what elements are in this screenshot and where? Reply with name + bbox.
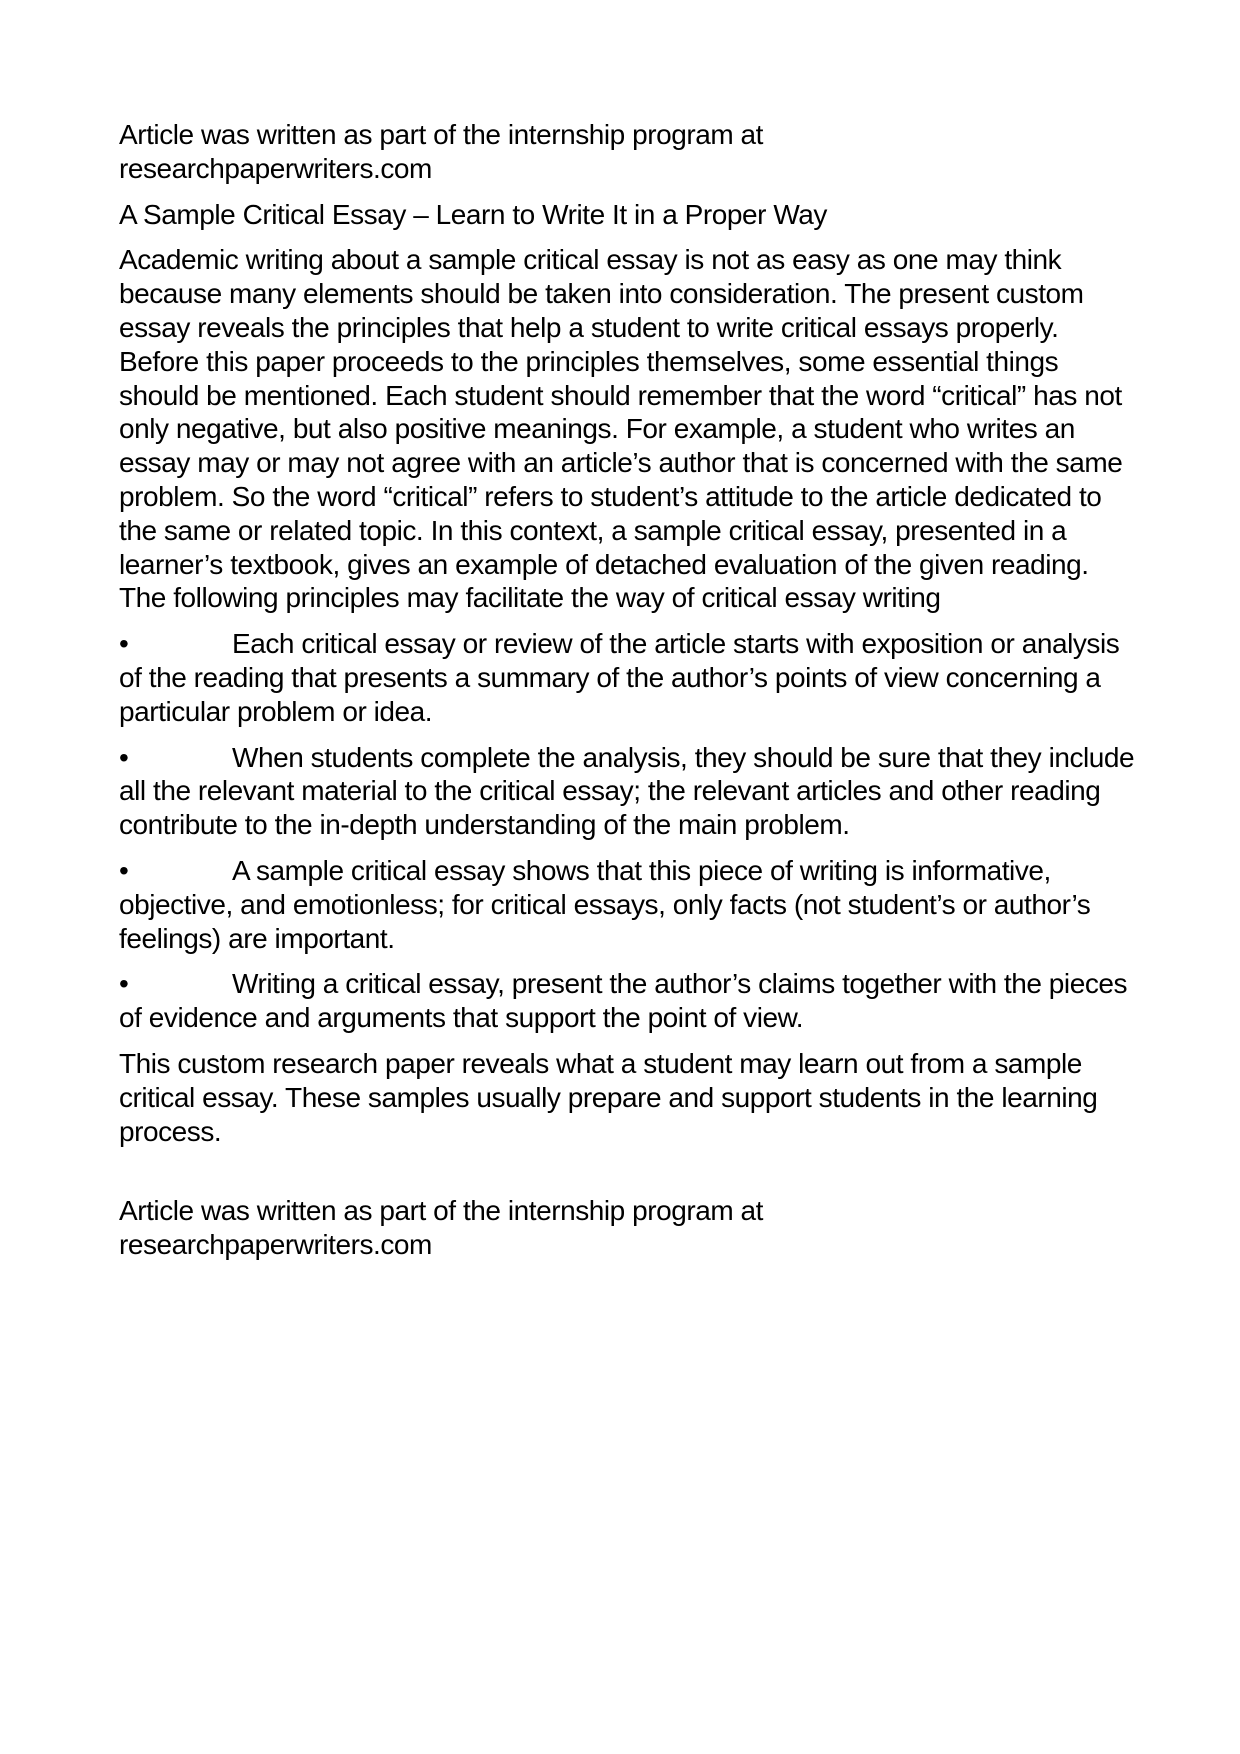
bullet-icon: • [119, 741, 129, 773]
bullet-text: A sample critical essay shows that this piece of writing is informative, objective, and emotionless; for critical essays, only facts (not student’s or author’s feelings) are important. [119, 854, 1091, 954]
header-note-line1: Article was written as part of the internship program at [119, 119, 763, 150]
bullet-text: When students complete the analysis, they should be sure that they include all the relevant material to the critical essay; the relevant articles and other reading contribute to the in-depth understanding of the main problem. [119, 741, 1135, 841]
header-note [119, 118, 1139, 186]
conclusion-paragraph: This custom research paper reveals what a student may learn out from a sample critical essay. These samples usually prepare and support students in the learning process. [119, 1047, 1098, 1147]
essay-title: A Sample Critical Essay – Learn to Write It in a Proper Way [119, 198, 827, 230]
list-item [119, 741, 1139, 842]
list-item [119, 854, 1139, 955]
footer-note-line2: researchpaperwriters.com [119, 1229, 432, 1261]
bullet-icon: • [119, 628, 129, 660]
list-item [119, 967, 1139, 1035]
list-item [119, 627, 1139, 728]
intro-paragraph: Academic writing about a sample critical essay is not as easy as one may think because many elements should be taken into consideration. The present custom essay reveals the principles that help a student to write critical essays properly. Before this paper proceeds to the principles themselves, some essential things should be mentioned. Each student should remember that the word “critical” has not only negative, but also positive meanings. For example, a student who writes an essay may or may not agree with an article’s author that is concerned with the same problem. So the word “critical” refers to student’s attitude to the article dedicated to the same or related topic. In this context, a sample critical essay, presented in a learner’s textbook, gives an example of detached evaluation of the given reading. The following principles may facilitate the way of critical essay writing [119, 244, 1123, 614]
bullet-icon: • [119, 854, 129, 886]
bullet-text: Writing a critical essay, present the author’s claims together with the pieces of evidence and arguments that support the point of view. [119, 968, 1128, 1034]
footer-note-line1: Article was written as part of the internship program at [119, 1195, 763, 1227]
document-page [119, 118, 1139, 1274]
footer-note [119, 1194, 1139, 1262]
bullet-text: Each critical essay or review of the article starts with exposition or analysis of the reading that presents a summary of the author’s points of view concerning a particular problem or idea. [119, 628, 1120, 727]
bullet-icon: • [119, 968, 129, 1000]
header-note-line2: researchpaperwriters.com [119, 152, 432, 184]
spacer [119, 1160, 1139, 1194]
